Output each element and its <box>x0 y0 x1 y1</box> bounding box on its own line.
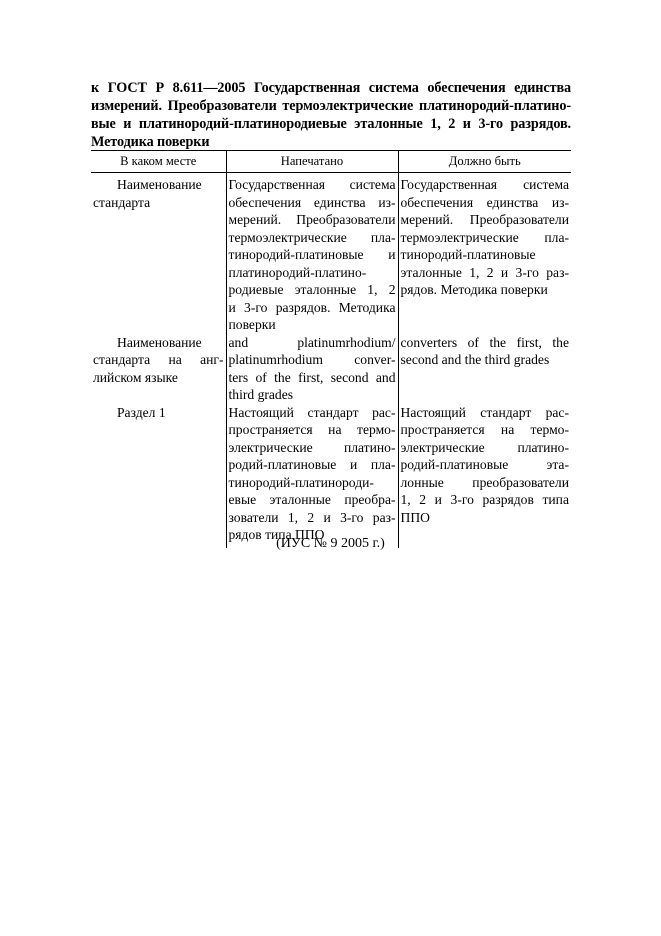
cell-line: converters of the first, the <box>400 334 569 350</box>
cell-line: Настоящий стандарт рас- <box>228 404 396 420</box>
cell-line: термоэлектрические пла- <box>400 229 569 245</box>
cell-line: обеспечения единства из- <box>228 194 396 210</box>
cell-line: Наименование <box>117 334 202 350</box>
cell-line: платинородий-платино- <box>228 264 367 280</box>
cell-correct <box>398 334 571 404</box>
cell-line: platinumrhodium conver- <box>228 352 396 367</box>
cell-line: стандарта на анг- <box>93 352 224 367</box>
cell-place <box>91 173 226 334</box>
cell-line: рядов типа ППО <box>228 527 325 542</box>
cell-line: мерений. Преобразователи <box>400 212 569 227</box>
table-row <box>91 173 571 334</box>
cell-line: ters of the first, second and <box>228 369 396 385</box>
heading-line: Методика поверки <box>91 134 210 150</box>
heading-line: к ГОСТ Р 8.611—2005 Государственная система обеспечения единства <box>91 80 571 96</box>
cell-line: эталонные 1, 2 и 3-го раз- <box>400 264 569 280</box>
column-header-correct: Должно быть <box>398 151 571 173</box>
cell-line: Раздел 1 <box>117 404 166 420</box>
cell-printed <box>226 404 398 548</box>
cell-line: тинородий-платиновые <box>400 247 536 262</box>
cell-line: евые эталонные преобра- <box>228 492 396 507</box>
cell-line: стандарта <box>93 194 151 210</box>
cell-line: second and the third grades <box>400 352 550 367</box>
column-header-printed: Напечатано <box>226 151 398 173</box>
cell-line: third grades <box>228 387 294 402</box>
table-row <box>91 334 571 404</box>
cell-line: тинородий-платиновые и <box>228 247 396 262</box>
cell-correct <box>398 404 571 548</box>
cell-place <box>91 404 226 548</box>
amendment-heading <box>91 79 571 151</box>
column-header-place: В каком месте <box>91 151 226 173</box>
cell-line: родиевые эталонные 1, 2 <box>228 282 396 297</box>
cell-line: обеспечения единства из- <box>400 194 569 210</box>
cell-line: электрические платино- <box>400 439 569 455</box>
cell-line: Настоящий стандарт рас- <box>400 404 569 420</box>
cell-line: зователи 1, 2 и 3-го раз- <box>228 509 396 525</box>
cell-line: пространяется на термо- <box>228 422 396 437</box>
cell-line: and platinumrhodium/ <box>228 334 396 350</box>
cell-line: и 3-го разрядов. Методика <box>228 299 396 315</box>
heading-line: измерений. Преобразователи термоэлектрические платинородий-платино- <box>91 98 571 114</box>
cell-place <box>91 334 226 404</box>
cell-line: рядов. Методика поверки <box>400 282 548 297</box>
errata-table <box>91 150 571 548</box>
cell-line: лийском языке <box>93 369 178 385</box>
cell-line: Государственная система <box>400 177 569 192</box>
source-reference: (ИУС № 9 2005 г.) <box>276 536 385 551</box>
cell-correct <box>398 173 571 334</box>
cell-line: родий-платиновые и пла- <box>228 457 396 472</box>
cell-line: поверки <box>228 317 276 332</box>
cell-line: тинородий-платинороди- <box>228 474 374 490</box>
cell-line: 1, 2 и 3-го разрядов типа <box>400 492 569 507</box>
cell-line: электрические платино- <box>228 439 396 455</box>
table-row <box>91 404 571 548</box>
heading-line: вые и платинородий-платинородиевые эталонные 1, 2 и 3-го разрядов. <box>91 116 571 132</box>
cell-line: Государственная система <box>228 177 396 192</box>
cell-line: термоэлектрические пла- <box>228 229 396 245</box>
cell-line: Наименование <box>117 177 202 192</box>
cell-printed <box>226 334 398 404</box>
cell-line: мерений. Преобразователи <box>228 212 396 227</box>
table-header-row <box>91 151 571 173</box>
cell-line: лонные преобразователи <box>400 474 569 490</box>
cell-printed <box>226 173 398 334</box>
cell-line: пространяется на термо- <box>400 422 569 437</box>
cell-line: ППО <box>400 509 430 525</box>
cell-line: родий-платиновые эта- <box>400 457 569 472</box>
